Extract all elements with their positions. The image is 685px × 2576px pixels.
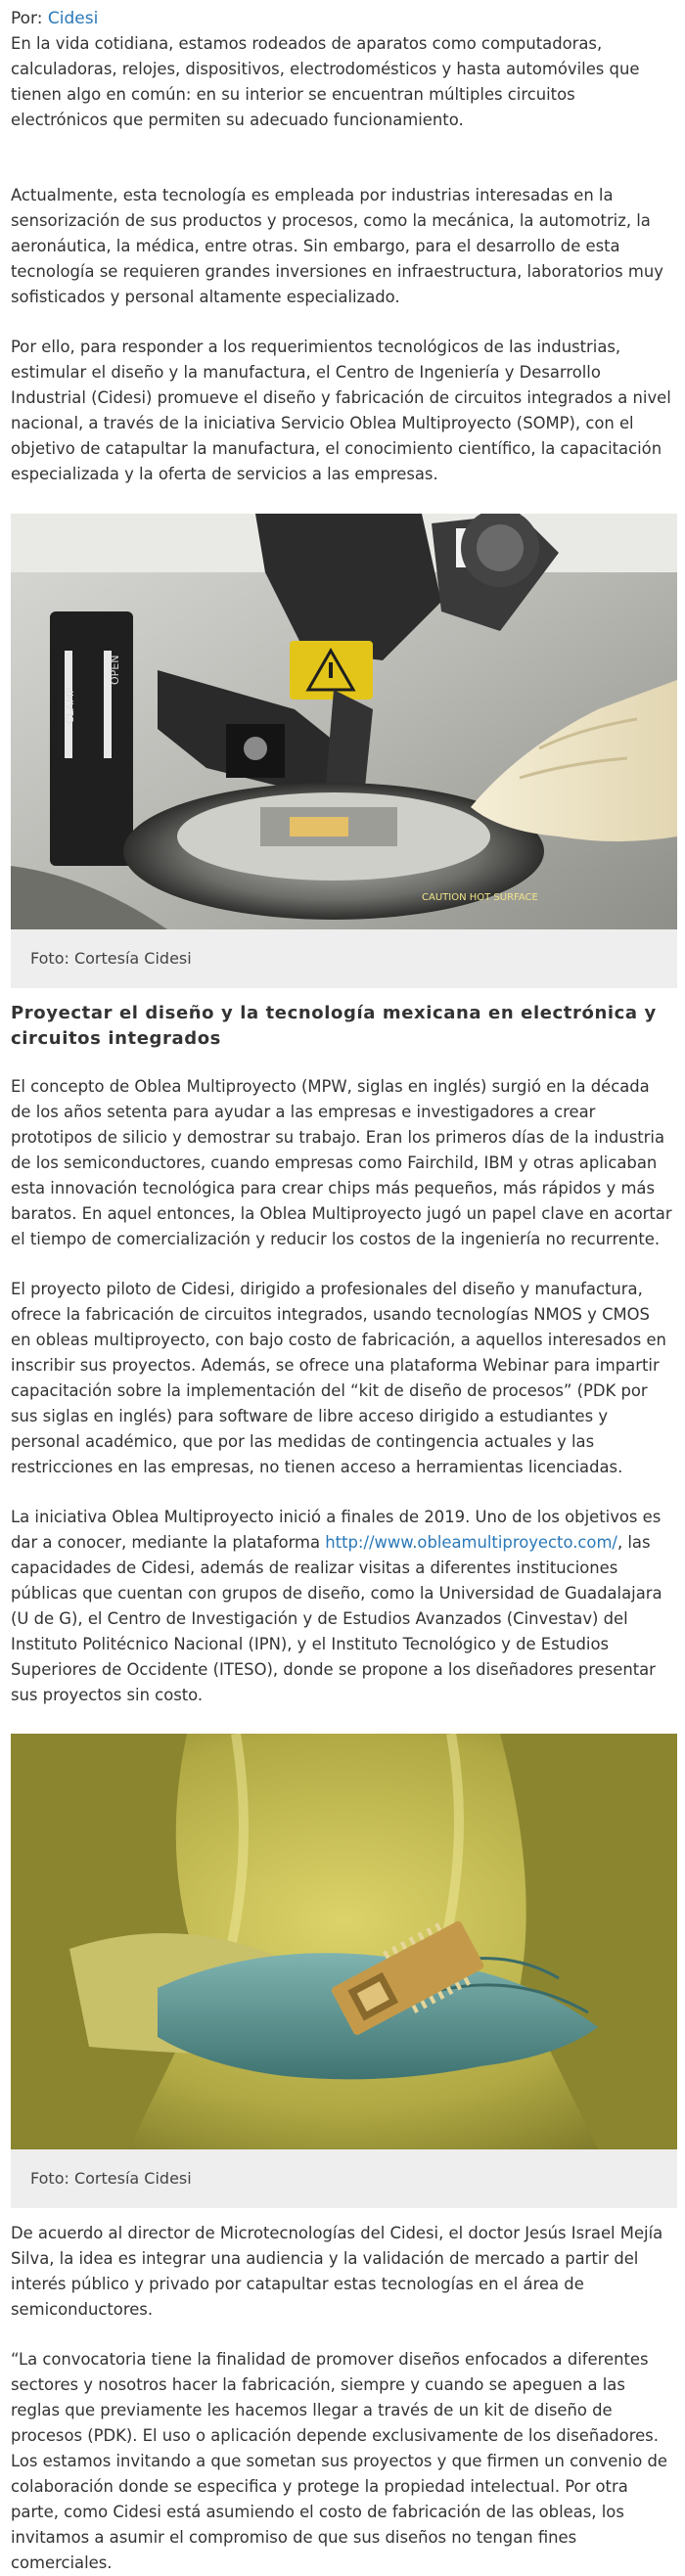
byline-author-link[interactable]: Cidesi — [47, 9, 99, 28]
closing-paragraph-1: De acuerdo al director de Microtecnologías del Cidesi, el doctor Jesús Israel Mejía Silva, la idea es integrar una audiencia y la validación de mercado a partir del interés público y privado por catapultar estas tecnologías en el área de semiconductores. — [11, 2224, 663, 2319]
initiative-text-after: , las capacidades de Cidesi, además de realizar visitas a diferentes instituciones públicas que cuentan con grupos de diseño, como la Universidad de Guadalajara (U de G), el Centro de Investigación y de Estudios Avanzados (Cinvestav) del Instituto Politécnico Nacional (IPN), y el Instituto Tecnológico y de Estudios Superiores de Occidente (ITESO), donde se propone a los diseñadores presentar sus proyectos sin costo. — [11, 1533, 662, 1704]
closing-paragraph-2: “La convocatoria tiene la finalidad de promover diseños enfocados a diferentes sectores y nosotros hacer la fabricación, siempre y cuando se apeguen a las reglas que previamente les hacemos llegar a través de un kit de diseño de procesos (PDK). El uso o aplicación depende exclusivamente de los diseñadores. Los estamos invitando a que sometan sus proyectos y que firmen un convenio de colaboración donde se especifica y protege la propiedad intelectual. Por otra parte, como Cidesi está asumiendo el costo de fabricación de las obleas, los invitamos a asumir el compromiso de que sus diseños no tengan fines comerciales. — [11, 2350, 667, 2572]
section-heading: Proyectar el diseño y la tecnología mexicana en electrónica y circuitos integrados — [11, 1003, 657, 1049]
body-paragraph-2: El proyecto piloto de Cidesi, dirigido a profesionales del diseño y manufactura, ofrece la fabricación de circuitos integrados, usando tecnologías NMOS y CMOS en obleas multiproyecto, con bajo costo de fabricación, a aquellos interesados en inscribir sus proyectos. Además, se ofrece una plataforma Webinar para impartir capacitación sobre la implementación del “kit de diseño de procesos” (PDK por sus siglas en inglés) para software de libre acceso dirigido a estudiantes y personal académico, que por las medidas de contingencia actuales y las restricciones en las empresas, no tienen acceso a herramientas licenciadas. — [11, 1280, 666, 1476]
intro-paragraph-2: Actualmente, esta tecnología es empleada por industrias interesadas en la sensorización de sus productos y procesos, como la mecánica, la automotriz, la aeronáutica, la médica, entre otras. Sin embargo, para el desarrollo de esta tecnología se requieren grandes inversiones en infraestructura, laboratorios muy sofisticados y personal altamente especializado. — [11, 186, 663, 306]
byline — [11, 0, 673, 31]
intro-paragraph-3: Por ello, para responder a los requerimientos tecnológicos de las industrias, estimular el diseño y la manufactura, el Centro de Ingeniería y Desarrollo Industrial (Cidesi) promueve el diseño y fabricación de circuitos integrados a nivel nacional, a través de la iniciativa Servicio Oblea Multiproyecto (SOMP), con el objetivo de catapultar la manufactura, el conocimiento científico, la capacitación especializada y la oferta de servicios a las empresas. — [11, 338, 671, 483]
figure-chip — [11, 1734, 677, 2208]
chip-photo — [11, 1734, 677, 2149]
clamp-label: CLAMP — [64, 687, 76, 724]
caution-label: CAUTION HOT SURFACE — [422, 892, 538, 903]
open-label: OPEN — [109, 655, 121, 685]
figure-caption: Foto: Cortesía Cidesi — [30, 2169, 192, 2188]
figure-microscope — [11, 514, 677, 988]
initiative-paragraph — [11, 1505, 673, 1708]
intro-paragraph-1: En la vida cotidiana, estamos rodeados de aparatos como computadoras, calculadoras, relojes, dispositivos, electrodomésticos y hasta automóviles que tienen algo en común: en su interior se encuentran múltiples circuitos electrónicos que permiten su adecuado funcionamiento. — [11, 34, 640, 129]
microscope-photo — [11, 514, 677, 929]
figure-caption: Foto: Cortesía Cidesi — [30, 949, 192, 968]
body-paragraph-1: El concepto de Oblea Multiproyecto (MPW, siglas en inglés) surgió en la década de los años setenta para ayudar a las empresas e investigadores a crear prototipos de silicio y demostrar su trabajo. Eran los primeros días de la industria de los semiconductores, cuando empresas como Fairchild, IBM y otras aplicaban esta innovación tecnológica para crear chips más pequeños, más rápidos y más baratos. En aquel entonces, la Oblea Multiproyecto jugó un papel clave en acortar el tiempo de comercialización y reducir los costos de la ingeniería no recurrente. — [11, 1077, 672, 1248]
initiative-text-before: La iniciativa Oblea Multiproyecto inició a finales de 2019. Uno de los objetivos es dar a conocer, mediante la plataforma — [11, 1508, 662, 1552]
obleamultiproyecto-link[interactable]: http://www.obleamultiproyecto.com/ — [325, 1533, 617, 1552]
byline-prefix: Por: — [11, 9, 48, 28]
